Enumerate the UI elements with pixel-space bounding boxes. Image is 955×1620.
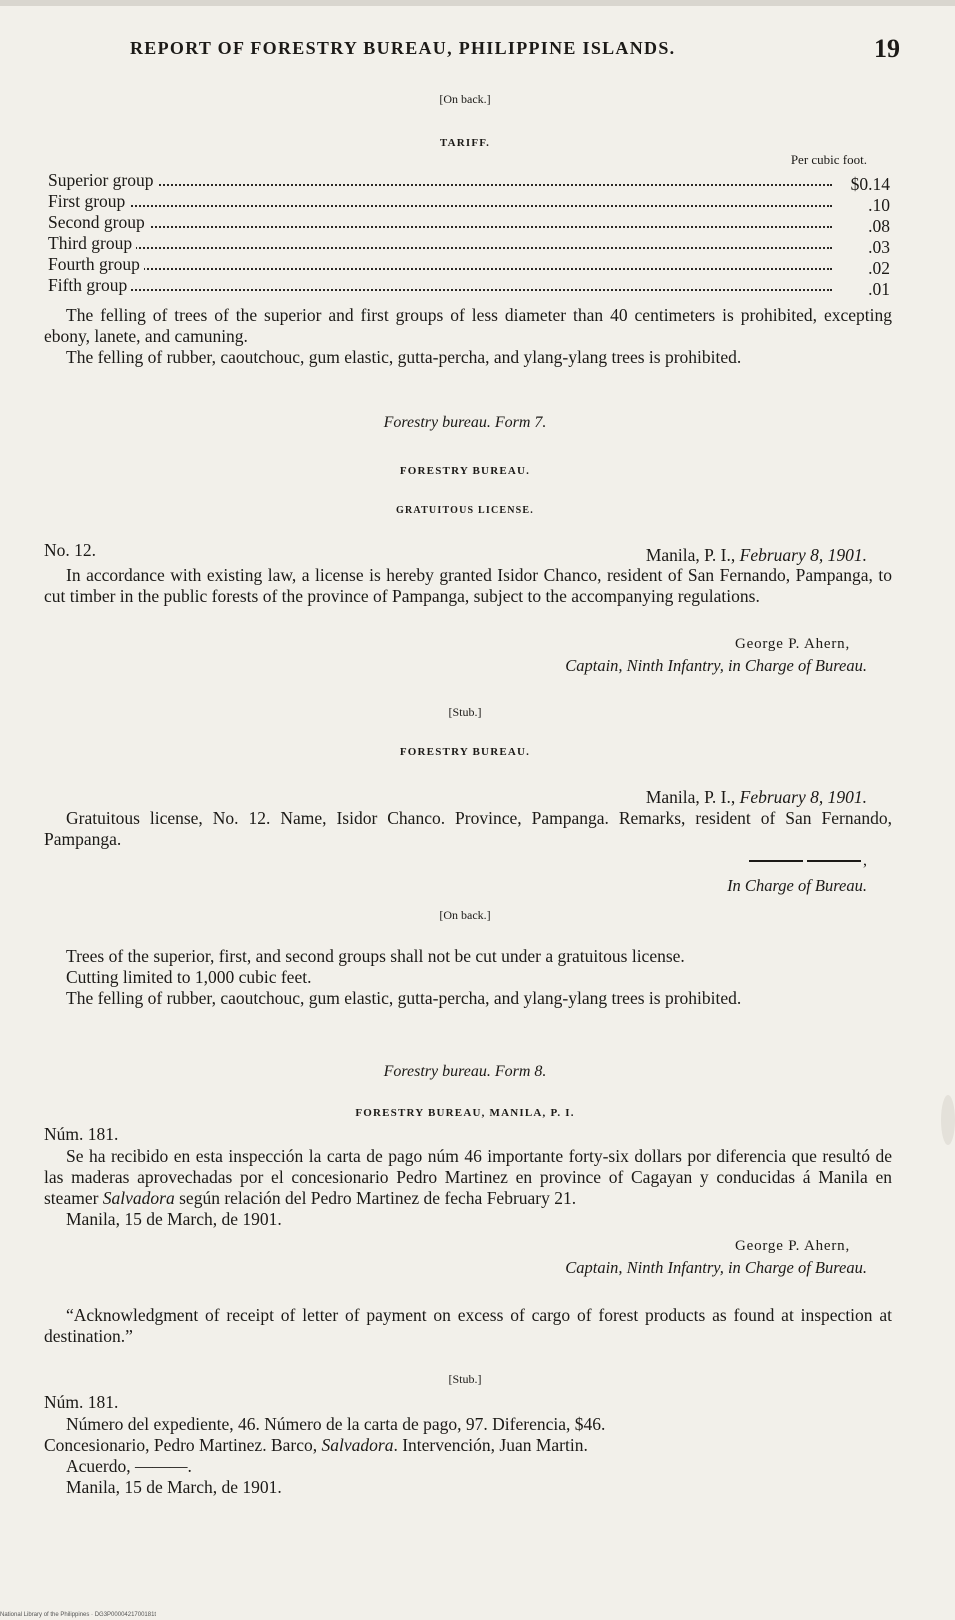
form8-body xyxy=(44,1146,892,1230)
form7-signer-name: George P. Ahern, xyxy=(734,636,850,652)
tariff-note: The felling of rubber, caoutchouc, gum elastic, gutta-percha, and ylang-ylang trees is prohibited. xyxy=(66,347,742,367)
stub2-line1: Número del expediente, 46. Número de la carta de pago, 97. Diferencia, $46. xyxy=(66,1414,606,1434)
form8-vessel: Salvadora xyxy=(102,1188,175,1208)
form7-bureau: FORESTRY BUREAU. xyxy=(399,465,531,477)
form7-signer-title: Captain, Ninth Infantry, in Charge of Bureau. xyxy=(565,656,867,675)
form7-place: Manila, P. I., xyxy=(645,545,736,565)
leader-dots xyxy=(48,245,832,249)
running-header xyxy=(130,34,900,68)
tariff-unit-label: Per cubic foot. xyxy=(790,152,867,167)
on-back-line: The felling of rubber, caoutchouc, gum elastic, gutta-percha, and ylang-ylang trees is prohibited. xyxy=(66,988,742,1008)
form8-date-line: Manila, 15 de March, de 1901. xyxy=(66,1209,282,1229)
form8-translation-block xyxy=(44,1305,892,1347)
page-number: 19 xyxy=(874,34,900,63)
tariff-rate: .01 xyxy=(868,279,890,299)
stub1-bureau: FORESTRY BUREAU. xyxy=(399,746,531,758)
header-title: REPORT OF FORESTRY BUREAU, PHILIPPINE ISLANDS. xyxy=(130,38,676,58)
stub2-number: Núm. 181. xyxy=(44,1392,119,1412)
stub2-vessel: Salvadora xyxy=(321,1435,394,1455)
form7-body xyxy=(44,565,892,607)
form8-signer-title: Captain, Ninth Infantry, in Charge of Bureau. xyxy=(565,1258,867,1277)
leader-dots xyxy=(48,287,832,291)
form8-text-after: según relación del Pedro Martinez de fecha February 21. xyxy=(174,1188,577,1208)
on-back-label-1: [On back.] xyxy=(439,92,491,106)
form8-text xyxy=(44,1146,892,1209)
signature-dash xyxy=(749,860,803,862)
tariff-rate: $0.14 xyxy=(850,174,890,194)
tariff-note: The felling of trees of the superior and first groups of less diameter than 40 centimeters is prohibited, excepting ebony, lanete, and camuning. xyxy=(44,305,892,346)
form7-label: Forestry bureau. Form 7. xyxy=(383,414,547,431)
stub1-sign-title: In Charge of Bureau. xyxy=(727,876,867,895)
tariff-group-label: Second group xyxy=(48,212,149,233)
tariff-row xyxy=(48,191,890,215)
tariff-row xyxy=(48,275,890,299)
form7-text: In accordance with existing law, a license is hereby granted Isidor Chanco, resident of San Fernando, Pampanga, to cut timber in the public forests of the province of Pampanga, subject to the accompanying regulations. xyxy=(44,565,892,606)
stub2-acuerdo: Acuerdo, ———. xyxy=(66,1456,192,1476)
leader-dots xyxy=(48,203,832,207)
tariff-group-label: Fourth group xyxy=(48,254,144,275)
scan-top-edge xyxy=(0,0,955,6)
tariff-group-label: Third group xyxy=(48,233,136,254)
on-back-2-body xyxy=(44,946,892,1009)
tariff-row xyxy=(48,254,890,278)
stub1-body xyxy=(44,808,892,850)
form7-date: February 8, 1901. xyxy=(739,545,867,565)
tariff-row xyxy=(48,170,890,194)
form8-translation: “Acknowledgment of receipt of letter of payment on excess of cargo of forest products as found at inspection at destination.” xyxy=(44,1305,892,1346)
tariff-rate: .03 xyxy=(868,237,890,257)
tariff-row xyxy=(48,212,890,236)
stub2-date-line: Manila, 15 de March, de 1901. xyxy=(66,1477,282,1497)
form8-label: Forestry bureau. Form 8. xyxy=(383,1063,547,1080)
stub1-place-date xyxy=(646,787,867,808)
leader-dots xyxy=(48,182,832,186)
stub2-label: [Stub.] xyxy=(448,1372,482,1386)
stub2-line2 xyxy=(44,1435,892,1456)
stub1-place: Manila, P. I., xyxy=(645,787,736,807)
form7-number: No. 12. xyxy=(44,540,97,560)
form8-number: Núm. 181. xyxy=(44,1124,119,1144)
signature-dash xyxy=(807,860,861,862)
stub1-text: Gratuitous license, No. 12. Name, Isidor Chanco. Province, Pampanga. Remarks, resident of San Fernando, Pampanga. xyxy=(44,808,892,849)
leader-dots xyxy=(48,266,832,270)
stub1-signature-blank: , xyxy=(747,852,867,870)
tariff-rate: .10 xyxy=(868,195,890,215)
tariff-group-label: First group xyxy=(48,191,129,212)
form7-place-date xyxy=(646,545,867,566)
leader-dots xyxy=(48,224,832,228)
tariff-rate: .08 xyxy=(868,216,890,236)
form8-signer-name: George P. Ahern, xyxy=(734,1238,850,1254)
on-back-line: Trees of the superior, first, and second groups shall not be cut under a gratuitous license. xyxy=(66,946,685,966)
stub2-line2-before: Concesionario, Pedro Martinez. Barco, xyxy=(44,1435,322,1455)
on-back-label-2: [On back.] xyxy=(439,908,491,922)
stub2-body xyxy=(44,1414,892,1498)
stub1-date: February 8, 1901. xyxy=(739,787,867,807)
tariff-group-label: Fifth group xyxy=(48,275,131,296)
tariff-rate: .02 xyxy=(868,258,890,278)
tariff-group-label: Superior group xyxy=(48,170,157,191)
stub2-line2-after: . Intervención, Juan Martin. xyxy=(393,1435,588,1455)
tariff-heading: TARIFF. xyxy=(439,137,491,149)
on-back-line: Cutting limited to 1,000 cubic feet. xyxy=(66,967,312,987)
tariff-row xyxy=(48,233,890,257)
scan-blemish xyxy=(941,1095,955,1145)
stub1-label: [Stub.] xyxy=(448,705,482,719)
form8-bureau: FORESTRY BUREAU, MANILA, P. I. xyxy=(355,1107,575,1119)
form7-license-type: GRATUITOUS LICENSE. xyxy=(395,505,535,516)
form8-text-before: Se ha recibido en esta inspección la carta de pago núm 46 importante forty-six dollars por diferencia que resultó de las maderas aprovechadas por el concesionario Pedro Martinez en province of Cagayan y conducidas á Manila en steamer xyxy=(44,1146,892,1208)
scan-footer: National Library of the Philippines · DG3P0000421700181t xyxy=(0,1612,157,1618)
tariff-notes xyxy=(44,305,892,368)
